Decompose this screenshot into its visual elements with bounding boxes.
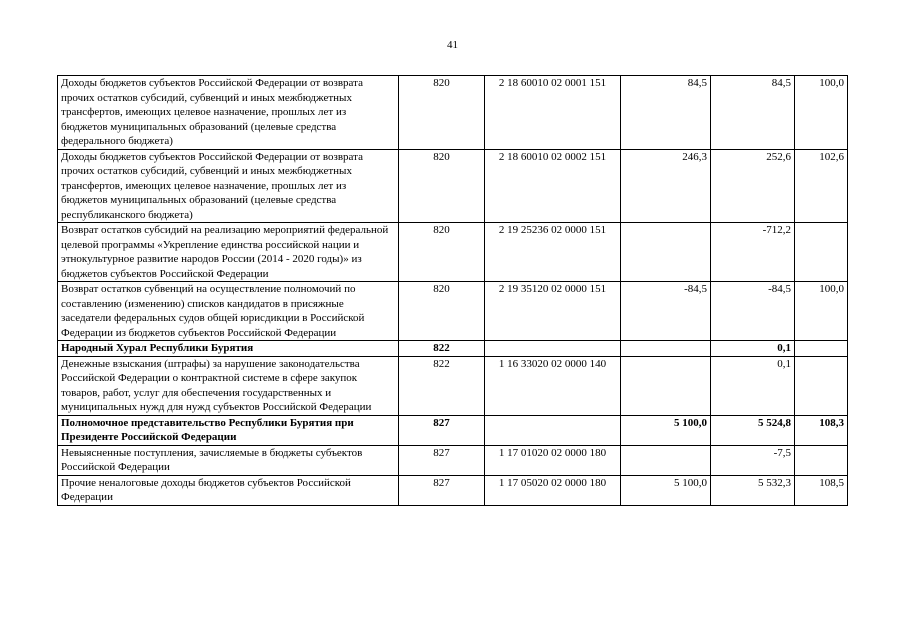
classification-code-cell: 2 19 25236 02 0000 151 bbox=[485, 223, 621, 282]
revenue-name-cell: Народный Хурал Республики Бурятия bbox=[58, 341, 399, 357]
actual-amount-cell: -712,2 bbox=[711, 223, 795, 282]
admin-code-cell: 822 bbox=[399, 341, 485, 357]
revenue-name-cell: Прочие неналоговые доходы бюджетов субъектов Российской Федерации bbox=[58, 475, 399, 505]
revenue-name-cell: Доходы бюджетов субъектов Российской Федерации от возврата прочих остатков субсидий, субвенций и иных межбюджетных трансфертов, имеющих целевое назначение, прошлых лет из бюджетов муниципальных образований (целевые средства федерального бюджета) bbox=[58, 76, 399, 150]
table-row bbox=[58, 445, 848, 475]
classification-code-cell: 1 16 33020 02 0000 140 bbox=[485, 356, 621, 415]
classification-code-cell: 2 19 35120 02 0000 151 bbox=[485, 282, 621, 341]
revenue-name-cell: Полномочное представительство Республики Бурятия при Президенте Российской Федерации bbox=[58, 415, 399, 445]
planned-amount-cell: -84,5 bbox=[621, 282, 711, 341]
actual-amount-cell: 0,1 bbox=[711, 356, 795, 415]
revenue-name-cell: Денежные взыскания (штрафы) за нарушение законодательства Российской Федерации о контрактной системе в сфере закупок товаров, работ, услуг для обеспечения государственных и муниципальных нужд для нужд субъектов Российской Федерации bbox=[58, 356, 399, 415]
table-row bbox=[58, 415, 848, 445]
admin-code-cell: 827 bbox=[399, 445, 485, 475]
execution-percent-cell: 100,0 bbox=[795, 76, 848, 150]
admin-code-cell: 820 bbox=[399, 282, 485, 341]
actual-amount-cell: -84,5 bbox=[711, 282, 795, 341]
classification-code-cell: 2 18 60010 02 0001 151 bbox=[485, 76, 621, 150]
execution-percent-cell bbox=[795, 341, 848, 357]
classification-code-cell: 1 17 01020 02 0000 180 bbox=[485, 445, 621, 475]
actual-amount-cell: 84,5 bbox=[711, 76, 795, 150]
admin-code-cell: 820 bbox=[399, 149, 485, 223]
planned-amount-cell bbox=[621, 445, 711, 475]
planned-amount-cell: 5 100,0 bbox=[621, 415, 711, 445]
planned-amount-cell bbox=[621, 223, 711, 282]
planned-amount-cell bbox=[621, 341, 711, 357]
table-body bbox=[58, 76, 848, 506]
classification-code-cell: 1 17 05020 02 0000 180 bbox=[485, 475, 621, 505]
admin-code-cell: 822 bbox=[399, 356, 485, 415]
table-row bbox=[58, 341, 848, 357]
actual-amount-cell: -7,5 bbox=[711, 445, 795, 475]
budget-revenue-table bbox=[57, 75, 848, 506]
table-row bbox=[58, 475, 848, 505]
actual-amount-cell: 5 524,8 bbox=[711, 415, 795, 445]
revenue-name-cell: Доходы бюджетов субъектов Российской Федерации от возврата прочих остатков субсидий, субвенций и иных межбюджетных трансфертов, имеющих целевое назначение, прошлых лет из бюджетов муниципальных образований (целевые средства республиканского бюджета) bbox=[58, 149, 399, 223]
admin-code-cell: 820 bbox=[399, 223, 485, 282]
planned-amount-cell: 5 100,0 bbox=[621, 475, 711, 505]
revenue-name-cell: Возврат остатков субвенций на осуществление полномочий по составлению (изменению) списков кандидатов в присяжные заседатели федеральных судов общей юрисдикции в Российской Федерации из бюджетов субъектов Российской Федерации bbox=[58, 282, 399, 341]
admin-code-cell: 827 bbox=[399, 475, 485, 505]
table-row bbox=[58, 223, 848, 282]
actual-amount-cell: 0,1 bbox=[711, 341, 795, 357]
table-row bbox=[58, 149, 848, 223]
execution-percent-cell: 100,0 bbox=[795, 282, 848, 341]
classification-code-cell bbox=[485, 341, 621, 357]
admin-code-cell: 820 bbox=[399, 76, 485, 150]
table-row bbox=[58, 282, 848, 341]
revenue-name-cell: Возврат остатков субсидий на реализацию мероприятий федеральной целевой программы «Укрепление единства российской нации и этнокультурное развитие народов России (2014 - 2020 годы)» из бюджетов субъектов Российской Федерации bbox=[58, 223, 399, 282]
execution-percent-cell bbox=[795, 356, 848, 415]
admin-code-cell: 827 bbox=[399, 415, 485, 445]
actual-amount-cell: 252,6 bbox=[711, 149, 795, 223]
table-row bbox=[58, 356, 848, 415]
planned-amount-cell: 246,3 bbox=[621, 149, 711, 223]
execution-percent-cell: 108,3 bbox=[795, 415, 848, 445]
classification-code-cell bbox=[485, 415, 621, 445]
execution-percent-cell bbox=[795, 445, 848, 475]
execution-percent-cell bbox=[795, 223, 848, 282]
planned-amount-cell bbox=[621, 356, 711, 415]
page-number: 41 bbox=[447, 39, 458, 51]
execution-percent-cell: 102,6 bbox=[795, 149, 848, 223]
classification-code-cell: 2 18 60010 02 0002 151 bbox=[485, 149, 621, 223]
planned-amount-cell: 84,5 bbox=[621, 76, 711, 150]
actual-amount-cell: 5 532,3 bbox=[711, 475, 795, 505]
execution-percent-cell: 108,5 bbox=[795, 475, 848, 505]
table-row bbox=[58, 76, 848, 150]
revenue-name-cell: Невыясненные поступления, зачисляемые в бюджеты субъектов Российской Федерации bbox=[58, 445, 399, 475]
